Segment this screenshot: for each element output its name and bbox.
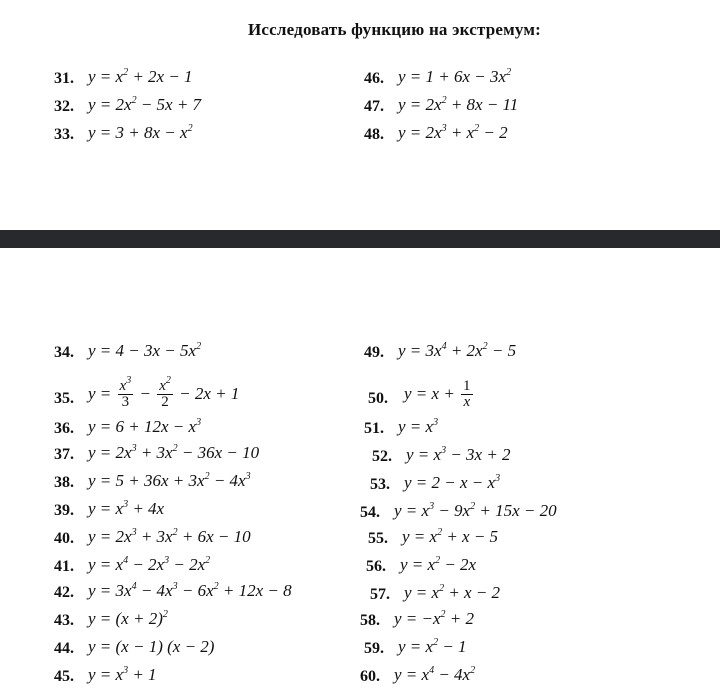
exercise-number: 58.	[360, 612, 380, 629]
exercise-formula: $y = 2x^3 + 3x^2 - 36x - 10$	[88, 443, 260, 462]
screen-divider	[0, 230, 720, 248]
exercise-number: 42.	[54, 584, 74, 601]
exercise-formula: $y = x^4 - 4x^2$	[394, 665, 476, 684]
exercise-number: 49.	[364, 344, 384, 361]
exercise-formula: $y = 4 - 3x - 5x^2$	[88, 341, 202, 360]
exercise-number: 50.	[368, 390, 388, 407]
exercise-formula: $y = x^2 + x - 2$	[404, 583, 501, 602]
exercise-formula: y = x + $\frac{1}{x}$	[404, 377, 471, 411]
exercise-number: 40.	[54, 530, 74, 547]
exercise-formula: $y = 1 + 6x - 3x^2$	[398, 67, 512, 86]
exercise-number: 32.	[54, 98, 74, 115]
exercise-number: 31.	[54, 70, 74, 87]
exercise-number: 33.	[54, 126, 74, 143]
exercise-number: 46.	[364, 70, 384, 87]
exercise-number: 34.	[54, 344, 74, 361]
exercise-number: 39.	[54, 502, 74, 519]
exercise-number: 41.	[54, 558, 74, 575]
exercise-formula: $y = x^2 + 2x - 1$	[88, 67, 193, 86]
exercise-number: 60.	[360, 668, 380, 685]
exercise-formula: $y = -x^2 + 2$	[394, 609, 475, 628]
exercise-formula: $y = x^3 - 3x + 2$	[406, 445, 511, 464]
exercise-number: 37.	[54, 446, 74, 463]
exercise-number: 48.	[364, 126, 384, 143]
exercise-formula: $y = x^4 - 2x^3 - 2x^2$	[88, 555, 211, 574]
exercise-formula: $y = 2x^2 + 8x - 11$	[398, 95, 519, 114]
exercise-formula: $y = 3x^4 + 2x^2 - 5$	[398, 341, 517, 360]
exercise-formula: $y = 3 + 8x - x^2$	[88, 123, 193, 142]
exercise-number: 53.	[370, 476, 390, 493]
exercise-formula: $y = x^3 + 4x$	[88, 499, 165, 518]
exercise-formula: $y = 6 + 12x - x^3$	[88, 417, 202, 436]
worksheet-top	[0, 0, 720, 230]
exercise-number: 47.	[364, 98, 384, 115]
exercise-number: 56.	[366, 558, 386, 575]
exercise-formula: $y = (x + 2)^2$	[88, 609, 168, 628]
exercise-number: 55.	[368, 530, 388, 547]
exercise-number: 52.	[372, 448, 392, 465]
exercise-number: 43.	[54, 612, 74, 629]
exercise-formula: $y = 2x^2 - 5x + 7$	[88, 95, 202, 114]
exercise-formula: $y = 2 - x - x^3$	[404, 473, 501, 492]
exercise-number: 44.	[54, 640, 74, 657]
exercise-number: 36.	[54, 420, 74, 437]
exercise-formula: $y = 5 + 36x + 3x^2 - 4x^3$	[88, 471, 251, 490]
exercise-number: 54.	[360, 504, 380, 521]
exercise-number: 35.	[54, 390, 74, 407]
exercise-number: 57.	[370, 586, 390, 603]
exercise-formula: $y = 3x^4 - 4x^3 - 6x^2 + 12x - 8$	[88, 581, 292, 600]
exercise-formula: $y = x^3$	[398, 417, 439, 436]
exercise-number: 45.	[54, 668, 74, 685]
exercise-formula: $y = x^3 + 1$	[88, 665, 157, 684]
exercise-formula: y = $\frac{x^3}{3}$ − $\frac{x^2}{2}$ − 2x + 1	[88, 374, 240, 411]
exercise-formula: $y = x^2 - 2x$	[400, 555, 477, 574]
exercise-formula: $y = 2x^3 + 3x^2 + 6x - 10$	[88, 527, 251, 546]
exercise-formula: $y = x^3 - 9x^2 + 15x - 20$	[394, 501, 557, 520]
exercise-formula: $y = x^2 - 1$	[398, 637, 467, 656]
exercise-formula: $y = x^2 + x - 5$	[402, 527, 499, 546]
exercise-number: 59.	[364, 640, 384, 657]
exercise-formula: $y = 2x^3 + x^2 - 2$	[398, 123, 508, 142]
exercise-formula: y = (x − 1) (x − 2)	[88, 637, 215, 656]
worksheet-title: Исследовать функцию на экстремум:	[248, 20, 542, 39]
exercise-number: 38.	[54, 474, 74, 491]
exercise-number: 51.	[364, 420, 384, 437]
